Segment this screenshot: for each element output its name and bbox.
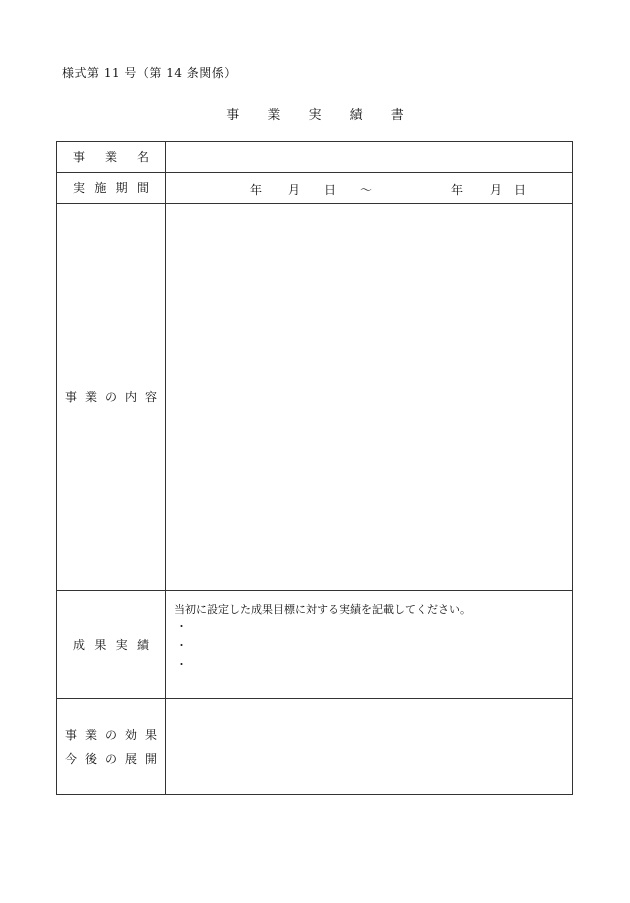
- effect-field[interactable]: [166, 699, 573, 795]
- content-field[interactable]: [166, 204, 573, 591]
- end-month-unit: 月: [490, 183, 503, 197]
- results-bullet-2: ・: [176, 639, 187, 652]
- row-results: [57, 591, 573, 699]
- row-period: [57, 173, 573, 204]
- project-name-label: 事 業 名: [73, 150, 149, 164]
- project-name-field[interactable]: [166, 142, 573, 173]
- effect-label-line1: 事 業 の 効 果: [65, 727, 157, 742]
- row-content: [57, 204, 573, 591]
- period-label: 実 施 期 間: [73, 181, 149, 195]
- row-project-name: [57, 142, 573, 173]
- form-number: 様式第 11 号（第 14 条関係）: [62, 66, 237, 80]
- report-form-table: [56, 141, 573, 795]
- start-year-unit: 年: [250, 183, 263, 197]
- results-bullet-1: ・: [176, 620, 187, 633]
- document-title: 事 業 実 績 書: [226, 108, 416, 123]
- content-label: 事 業 の 内 容: [65, 390, 157, 404]
- label-cell-results: [57, 591, 166, 699]
- start-month-unit: 月: [288, 183, 301, 197]
- start-day-unit: 日: [324, 183, 337, 197]
- label-cell-project-name: [57, 142, 166, 173]
- results-bullet-3: ・: [176, 658, 187, 671]
- label-cell-period: [57, 173, 166, 204]
- period-tilde: ～: [360, 183, 373, 197]
- results-field[interactable]: [166, 591, 573, 699]
- label-cell-content: [57, 204, 166, 591]
- effect-label-line2: 今 後 の 展 開: [65, 751, 157, 766]
- results-instruction: 当初に設定した成果目標に対する実績を記載してください。: [174, 603, 471, 616]
- results-label: 成 果 実 績: [73, 637, 149, 652]
- period-field[interactable]: [166, 173, 573, 204]
- label-cell-effect: [57, 699, 166, 795]
- end-year-unit: 年: [451, 183, 464, 197]
- end-day-unit: 日: [514, 183, 527, 197]
- row-effect: [57, 699, 573, 795]
